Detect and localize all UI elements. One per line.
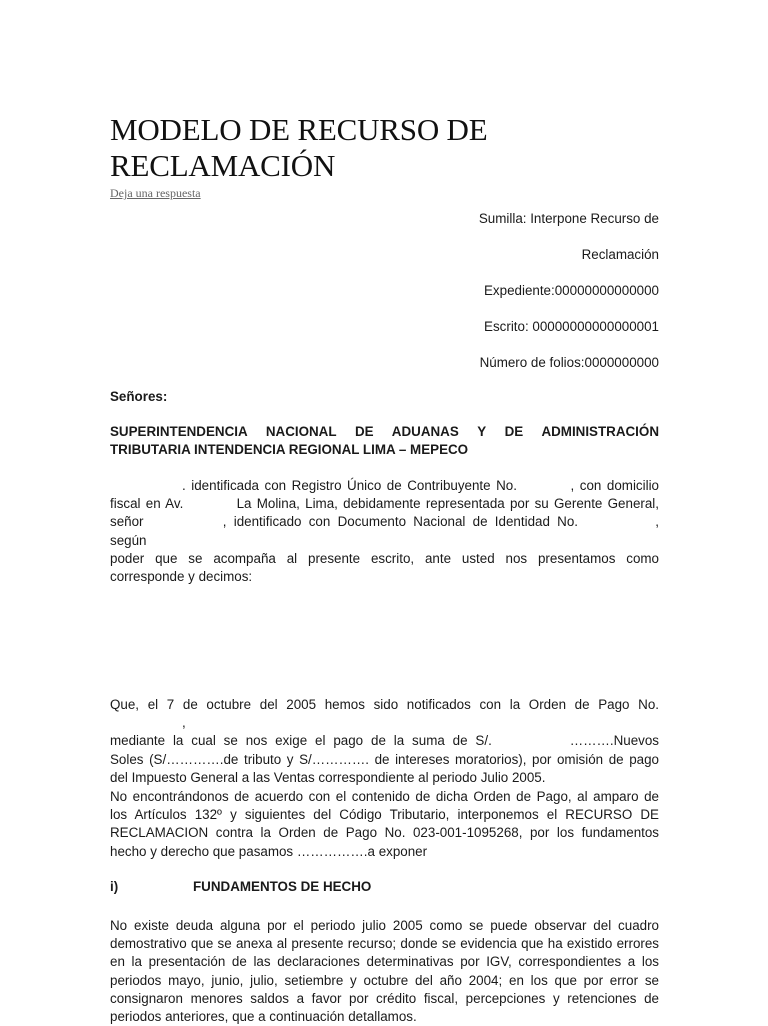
escrito-line: Escrito: 00000000000000001 [484,319,659,334]
document-page [110,112,659,1025]
title-line-2: RECLAMACIÓN [110,148,336,183]
folios-line: Número de folios:0000000000 [479,355,659,370]
section-heading [110,878,371,896]
paragraph-line: No encontrándonos de acuerdo con el contenido de dicha Orden de Pago, al amparo de [110,789,659,804]
addressee-entity [110,423,659,459]
section-number: i) [110,879,119,894]
paragraph-line: periodos mayo, junio, julio, setiembre y octubre del año 2004; en los que por error se [110,972,659,988]
paragraph-line: en la presentación de las declaraciones determinativas por IGV, correspondientes a los [110,954,659,970]
paragraph-line: consignaron menores saldos a favor por crédito fiscal, percepciones y retenciones de [110,990,659,1006]
document-title [110,112,659,184]
paragraph-line: hecho y derecho que pasamos …………….a exponer [110,843,428,859]
paragraph-line: mediante la cual se nos exige el pago de la suma de S/. ……….Nuevos [110,733,659,749]
sumilla-line-1: Sumilla: Interpone Recurso de [478,211,659,226]
paragraph-notification [110,696,659,787]
paragraph-line: RECLAMACION contra la Orden de Pago No. 023-001-1095268, por los fundamentos [110,825,659,841]
paragraph-identification [110,477,659,586]
leave-reply-link[interactable]: Deja una respuesta [110,186,201,200]
paragraph-facts [110,917,659,1026]
paragraph-line: corresponde y decimos: [110,569,253,585]
entity-line-2: TRIBUTARIA INTENDENCIA REGIONAL LIMA – MEPECO [110,442,469,458]
expediente-line: Expediente:00000000000000 [484,283,659,298]
paragraph-line: fiscal en Av. La Molina, Lima, debidamente representada por su Gerente General, [110,496,659,512]
paragraph-line: Que, el 7 de octubre del 2005 hemos sido notificados con la Orden de Pago No. , [110,697,659,731]
paragraph-line: Soles (S/………….de tributo y S/…………. de intereses moratorios), por omisión de pago [110,751,659,767]
paragraph-line: No existe deuda alguna por el periodo julio 2005 como se puede observar del cuadro [110,918,659,933]
paragraph-line: los Artículos 132º y siguientes del Código Tributario, interponemos el RECURSO DE [110,807,659,823]
entity-line-1: SUPERINTENDENCIA NACIONAL DE ADUANAS Y DE ADMINISTRACIÓN [110,424,659,439]
title-line-1: MODELO DE RECURSO DE [110,112,488,147]
paragraph-line: demostrativo que se anexa al presente recurso; donde se evidencia que ha existido errores [110,936,659,952]
paragraph-line: poder que se acompaña al presente escrito, ante usted nos presentamos como [110,550,659,566]
section-title: FUNDAMENTOS DE HECHO [193,879,372,894]
paragraph-line: . identificada con Registro Único de Contribuyente No. , con domicilio [182,478,659,493]
paragraph-line: del Impuesto General a las Ventas correspondiente al periodo Julio 2005. [110,769,546,785]
sumilla-line-2: Reclamación [581,247,659,262]
greeting: Señores: [110,389,168,404]
paragraph-line: periodos anteriores, que a continuación detallamos. [110,1009,417,1025]
paragraph-claim [110,788,659,861]
paragraph-line: señor , identificado con Documento Nacional de Identidad No. , según [110,514,659,548]
